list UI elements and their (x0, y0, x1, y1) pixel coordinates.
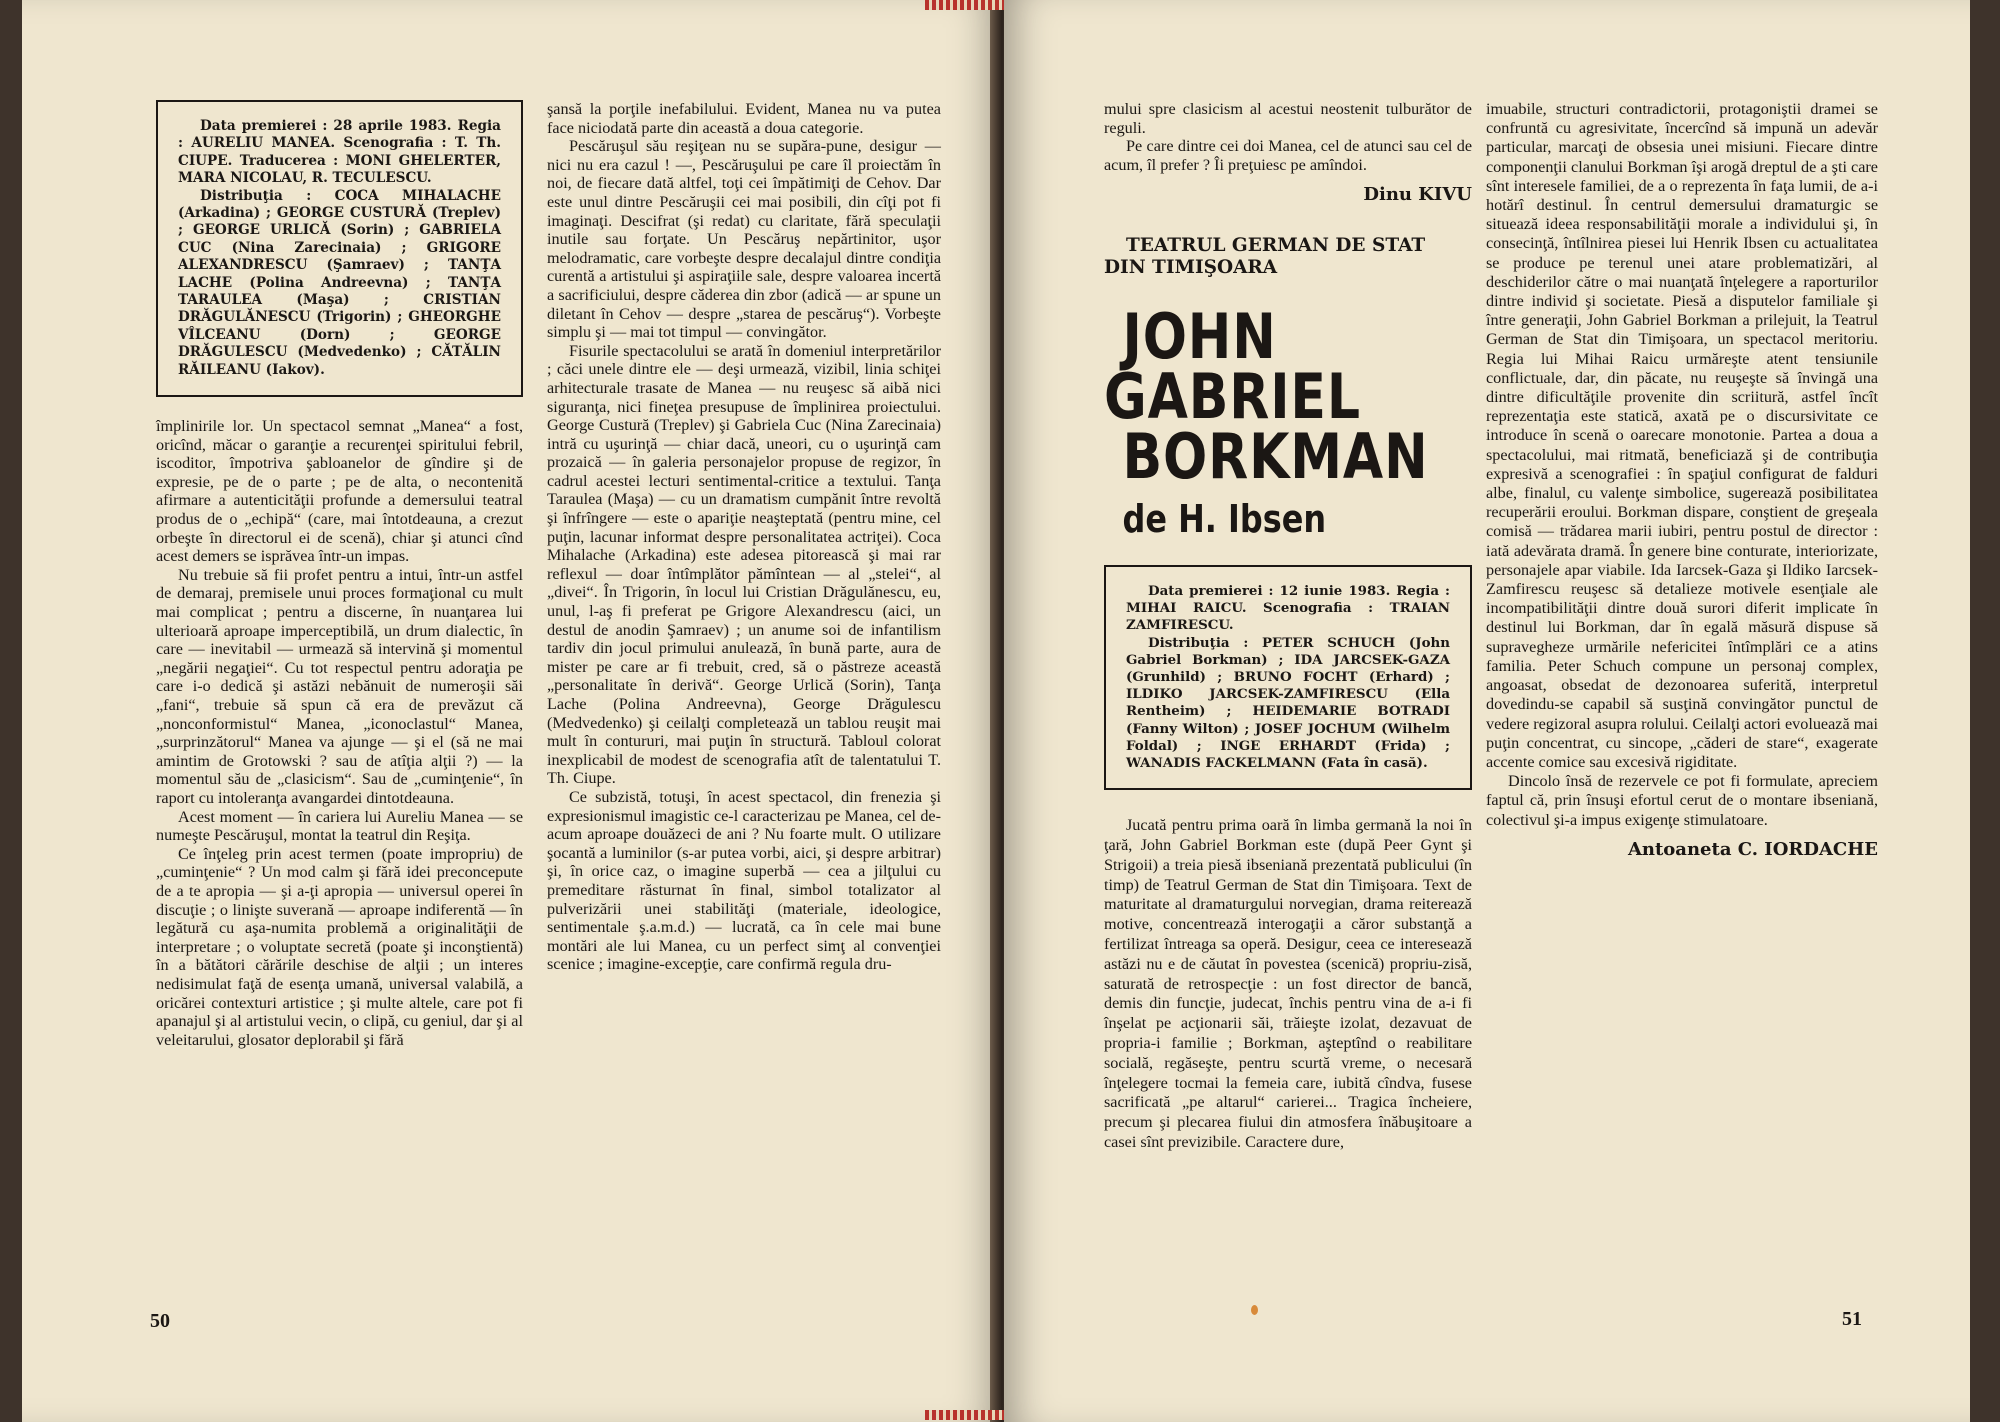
article-title-line-1: JOHN GABRIEL (1104, 299, 1361, 433)
body-paragraph: Pescăruşul său reşiţean nu se supăra-pune, desigur — nici nu era cazul ! —, Pescăruşului pe care îl proiectăm în noi, de fiecare dată altfel, toţi cei împătimiţi de Cehov. Dar este unul dintre Pescăruşii cei mai posibili, din cîţi pot fi imaginaţi. Descifrat (şi redat) cu claritate, fără speculaţii inutile sau forţate. Un Pescăruş nepărtinitor, uşor melodramatic, care vorbeşte despre decalajul dintre condiţia curentă a artistului şi aspiraţiile sale, despre valoarea incertă a sacrificiului, despre căderea din zbor (adică — ar spune un diletant în Cehov — despre „starea de pescăruş“). Vorbeşte simplu şi — mai tot timpul — convingător. (547, 137, 941, 342)
credits-paragraph: Distribuţia : COCA MIHALACHE (Arkadina) ; GEORGE CUSTURĂ (Treplev) ; GEORGE URLICĂ (Sorin) ; GABRIELA CUC (Nina Zarecinaia) ; GRIGORE ALEXANDRESCU (Şamraev) ; TANŢA LACHE (Polina Andreevna) ; TANŢA TARAULEA (Maşa) ; CRISTIAN DRĂGULĂNESCU (Trigorin) ; GHEORGHE VÎLCEANU (Dorn) ; GEORGE DRĂGULESCU (Medvedenko) ; CĂTĂLIN RĂILEANU (Iakov). (178, 187, 501, 378)
body-paragraph: împlinirile lor. Un spectacol semnat „Manea“ a fost, oricînd, măcar o garanţie a recurenţei spiritului febril, iscoditor, împotriva şabloanelor de gîndire şi de expresie, pe de o parte ; pe de alta, o necontenită afirmare a autenticităţii profunde a demersului teatral produs de o „echipă“ (care, mai întotdeauna, a crezut orbeşte în directorul ei de scenă), chiar şi atunci cînd acest demers se isprăvea într-un impas. (156, 417, 523, 566)
right-page (1004, 0, 1970, 1422)
body-paragraph: Dincolo însă de rezervele ce pot fi formulate, apreciem faptul că, prin însuşi efortul cerut de o montare ibseniană, colectivul şi-a impus exigenţe stimulatoare. (1486, 772, 1878, 829)
ink-spot (1251, 1305, 1258, 1315)
play-author: de H. Ibsen (1122, 496, 1327, 541)
page-number: 51 (1842, 1308, 1862, 1330)
left-column-1 (156, 100, 523, 1049)
page-number: 50 (150, 1310, 170, 1332)
credits-paragraph: Data premierei : 28 aprile 1983. Regia : AURELIU MANEA. Scenografia : T. Th. CIUPE. Traducerea : MONI GHELERTER, MARA NICOLAU, R. TECULESCU. (178, 118, 501, 187)
section-rubric: TEATRUL GERMAN DE STAT DIN TIMIŞOARA (1104, 234, 1426, 278)
body-paragraph: mului spre clasicism al acestui neostenit tulburător de reguli. (1104, 100, 1472, 137)
right-column-2 (1486, 100, 1878, 859)
byline-dinu-kivu: Dinu KIVU (1363, 184, 1472, 206)
body-paragraph: Nu trebuie să fii profet pentru a intui, într-un astfel de demaraj, premisele unui proces formaţional cu mult mai complicat ; pentru a discerne, în nuanţarea lui ulterioară aproape imperceptibilă, un drum dialectic, în care — inevitabil — urmează să intervină şi momentul „negării negaţiei“. Cu tot respectul pentru adoraţia pe care i-o dedică şi astăzi nebănuit de numeroşii săi „fani“, trebuie să spun că era de prevăzut că „nonconformistul“ Manea, „iconoclastul“ Manea, „surprinzătorul“ Manea va ajunge — şi el (să ne mai amintim de Grotowski ? sau de atîţia alţii ?) — la momentul său de „clasicism“. Sau de „cuminţenie“, în raport cu intoleranţa avangardei dintotdeauna. (156, 565, 523, 807)
body-paragraph: Ce subzistă, totuşi, în acest spectacol, din frenezia şi expresionismul imagistic ce-l caracterizau pe Manea, cel de-acum aproape douăzeci de ani ? Nu foarte mult. O utilizare şocantă a luminilor (s-ar putea vorbi, aici, şi despre arbitrar) şi, în orice caz, o imagine superbă — cea a jilţului cu premeditare răsturnat în final, simbol totalizator al pulverizării unei stabilităţi (materiale, ideologice, sentimentale ş.a.m.d.) — lucrată, ca în cele mai bune montări ale lui Manea, cu un perfect simţ al convenţiei scenice ; imagine-excepţie, care confirmă regula dru- (547, 787, 941, 974)
body-paragraph: Jucată pentru prima oară în limba germană la noi în ţară, John Gabriel Borkman este (după Peer Gynt şi Strigoii) a treia piesă ibseniană prezentată publicului (în timp) de Teatrul German de Stat din Timişoara. Text de maturitate al dramaturgului norvegian, drama reiterează motive, concentrează interogaţii a căror substanţă a fertilizat întreaga sa operă. Desigur, ceea ce interesează astăzi nu e de căutat în povestea (scenică) propriu-zisă, saturată de retrospecţie : un fost director de bancă, demis din funcţie, judecat, închis pentru vina de a-i fi înşelat pe acţionarii săi, trăieşte izolat, dezavuat de propria-i familie ; Borkman, aşteptînd o reabilitare socială, regăseşte, pentru scurtă vreme, o necesară înţelegere tocmai la femeia care, iubită cîndva, fusese sacrificată „pe altarul“ carierei... Tragica încheiere, precum şi plecarea fiului din atmosfera înăbuşitoare a casei sînt previzibile. Caractere dure, (1104, 816, 1472, 1151)
credits-paragraph: Data premierei : 12 iunie 1983. Regia : MIHAI RAICU. Scenografia : TRAIAN ZAMFIRESCU. (1126, 582, 1450, 634)
right-column-1 (1104, 100, 1472, 1153)
credits-box-borkman (1104, 565, 1472, 790)
body-paragraph: Acest moment — în cariera lui Aureliu Manea — se numeşte Pescăruşul, montat la teatrul din Reşiţa. (156, 807, 523, 845)
article-title-line-2: BORKMAN (1122, 419, 1429, 493)
body-paragraph: Pe care dintre cei doi Manea, cel de atunci sau cel de acum, îl prefer ? Îi preţuiesc pe amîndoi. (1104, 137, 1472, 174)
credits-box-pescarusul (156, 100, 523, 397)
credits-paragraph: Distribuţia : PETER SCHUCH (John Gabriel Borkman) ; IDA JARCSEK-GAZA (Grunhild) ; BRUNO FOCHT (Erhard) ; ILDIKO JARCSEK-ZAMFIRESCU (Ella Rentheim) ; HEIDEMARIE BOTRADI (Fanny Wilton) ; JOSEF JOCHUM (Wilhelm Foldal) ; INGE ERHARDT (Frida) ; WANADIS FACKELMANN (Fata în casă). (1126, 634, 1450, 771)
left-column-2 (547, 100, 941, 974)
body-paragraph: Fisurile spectacolului se arată în domeniul interpretărilor ; căci unele dintre ele — deşi urmează, vizibil, linia schiţei arhitecturale trasate de Manea — nu reuşesc să aibă nici siguranţa, nici fineţea presupuse de împlinirea proiectului. George Custură (Treplev) şi Gabriela Cuc (Nina Zarecinaia) intră cu uşurinţă — chiar dacă, uneori, cu o uşurinţă cam prozaică — în galeria personajelor propuse de regizor, în cadrul acestei lecturi sentimental-critice a textului. Tanţa Taraulea (Maşa) — cu un dramatism cumpănit între revoltă şi înfrîngere — este o apariţie neaşteptată (pentru mine, cel puţin, lacunar informat despre personalitatea actriţei). Coca Mihalache (Arkadina) este adesea pitorească şi mai rar reflexul — doar întîmplător pămîntean — al „stelei“, al „divei“. În Trigorin, în locul lui Cristian Drăgulănescu, eu, unul, l-aş fi preferat pe Grigore Alexandrescu (aici, un destul de anodin Şamraev) ; un anume soi de infantilism tardiv din jocul primului anulează, în bună parte, aura de mister pe care ar fi trebuit, cred, să o păstreze această „personalitate în derivă“. George Urlică (Sorin), Tanţa Lache (Polina Andreevna), George Drăgulescu (Medvedenko) şi ceilalţi completează un tablou reuşit mai mult în contururi, mai puţin în structură. Tabloul colorat inexplicabil de modest de scenografia atît de talentatului T. Th. Ciupe. (547, 341, 941, 788)
left-page (22, 0, 1000, 1422)
body-paragraph: şansă la porţile inefabilului. Evident, Manea nu va putea face niciodată parte din această a doua categorie. (547, 100, 941, 137)
body-paragraph: imuabile, structuri contradictorii, protagoniştii dramei se confruntă cu agresivitate, încercînd să impună un adevăr particular, marcaţi de obsesia unei misiuni. Fiecare dintre componenţii clanului Borkman îşi arogă dreptul de a şti care sînt interesele familiei, de a o reprezenta în faţa lumii, de a-i hotărî destinul. În centrul demersului dramaturgic se situează ideea responsabilităţii morale a individului şi, în consecinţă, întîlnirea piesei lui Henrik Ibsen cu actualitatea se produce pe terenul unei atare problematizări, al deschiderilor către o mai nuanţată înţelegere a raporturilor dintre individ şi societate. Piesă a disputelor familiale şi între generaţii, John Gabriel Borkman a prilejuit, la Teatrul German de Stat din Timişoara, un spectacol meritoriu. Regia lui Mihai Raicu urmăreşte atent tensiunile conflictuale, dar, din păcate, nu reuşeşte să învingă una dintre dificultăţile provenite din scriitură, astfel încît reprezentaţia este statică, axată pe o discursivitate ce introduce în scenă o oarecare monotonie. Partea a doua a spectacolului, mai ritmată, beneficiază şi de contribuţia expresivă a scenografiei : în spaţiul configurat de falduri albe, finalul, cu valenţe simbolice, sugerează posibilitatea recuperării eroului. Borkman dispare, conştient de greşeala comisă — trădarea marii iubiri, pentru postul de director : iată adevărata dramă. În genere bine conturate, interiorizate, personajele apar viabile. Ida Iarcsek-Gaza şi Ildiko Iarcsek-Zamfirescu reuşesc să detalieze motivele esenţiale ale incompatibilităţii dintre două surori diferit implicate în destinul lui Borkman, dar în egală măsură dispuse să supravegheze urmările nefericitei întîmplări ce a atins familia. Peter Schuch compune un personaj complex, angoasat, obsedat de dezonoarea suferită, interpretul dovedindu-se capabil să susţină convingător punctul de vedere regizoral asupra rolului. Ceilalţi actori evoluează mai puţin concentrat, cu sincope, „căderi de stare“, exagerate accente comice sau excesivă rigiditate. (1486, 100, 1878, 771)
byline-antoaneta-iordache: Antoaneta C. IORDACHE (1627, 838, 1878, 860)
body-paragraph: Ce înţeleg prin acest termen (poate impropriu) de „cuminţenie“ ? Un mod calm şi fără idei preconcepute de a te apropia — şi a-ţi apropia — universul operei în discuţie ; o linişte suverană — aproape indiferentă — în legătură cu aşa-numita problemă a originalităţii de interpretare ; o voluptate secretă (poate şi inconştientă) în a bătători cărările deschise de alţii ; un interes nedisimulat faţă de esenţa umană, universal valabilă, a oricărei contexturi artistice ; şi multe altele, care pot fi apanajul şi al artistului vecin, o clipă, cu geniul, dar şi al veleitarului, glosator deplorabil şi fără (156, 844, 523, 1049)
